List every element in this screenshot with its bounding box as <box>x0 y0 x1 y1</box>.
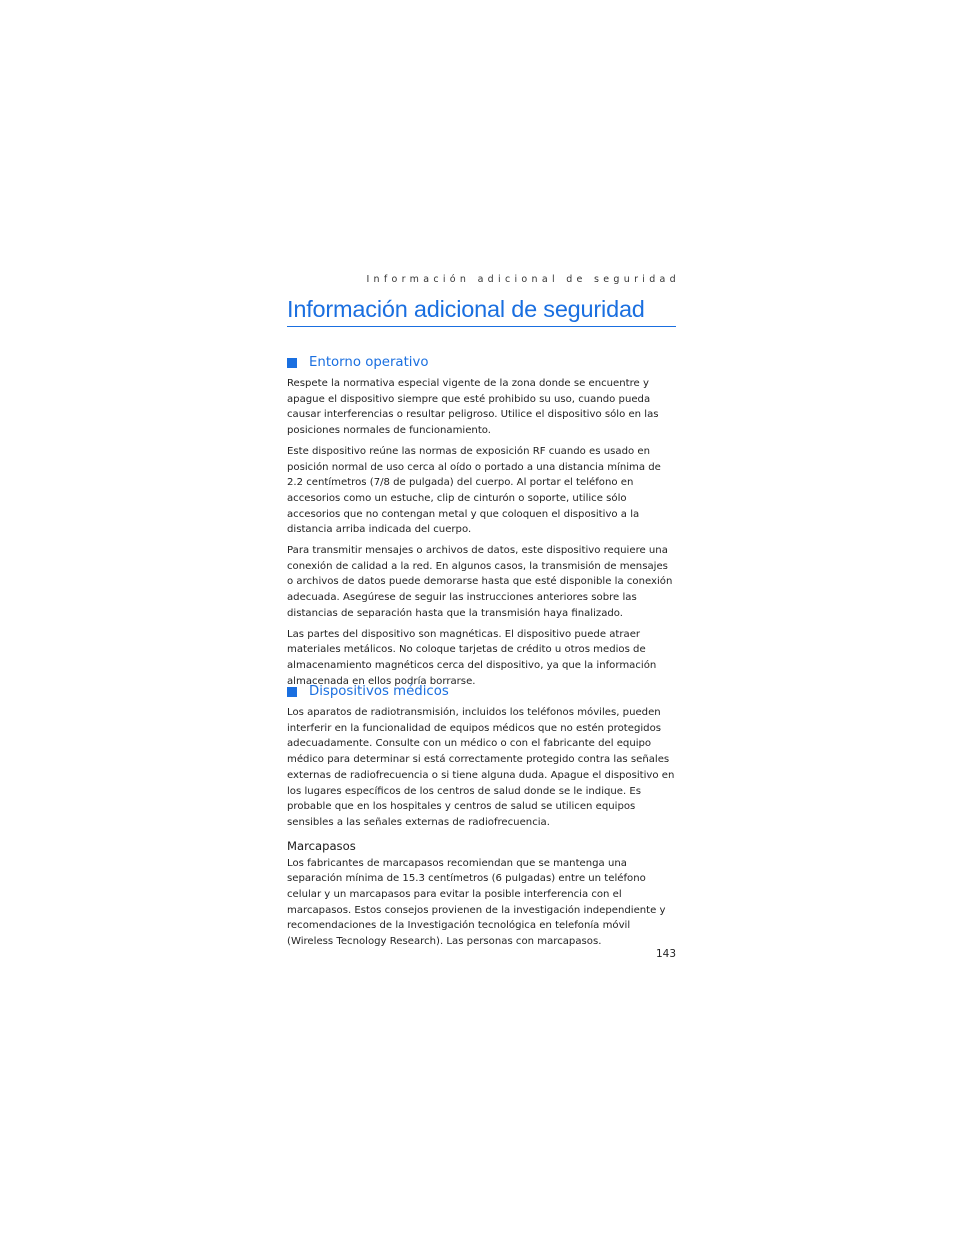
section-heading-text: Dispositivos médicos <box>309 684 449 699</box>
running-header: Información adicional de seguridad <box>366 274 680 285</box>
chapter-title: Información adicional de seguridad <box>287 296 676 327</box>
paragraph: Este dispositivo reúne las normas de exposición RF cuando es usado en posición normal de uso cerca al oído o portado a una distancia mínima de 2.2 centímetros (7/8 de pulgada) del cuerpo. Al portar el teléfono en accesorios como un estuche, clip de cinturón o soporte, utilice sólo accesorios que no contengan metal y que coloquen el dispositivo a la distancia arriba indicada del cuerpo. <box>287 445 661 536</box>
section-heading <box>287 355 676 370</box>
paragraph: Respete la normativa especial vigente de la zona donde se encuentre y apague el dispositivo siempre que esté prohibido su uso, cuando pueda causar interferencias o resultar peligroso. Utilice el dispositivo sólo en las posiciones normales de funcionamiento. <box>287 378 659 437</box>
section-dispositivos-medicos <box>287 684 676 955</box>
section-entorno-operativo <box>287 355 676 694</box>
page-number: 143 <box>655 948 676 960</box>
square-bullet-icon <box>287 358 297 368</box>
subsection-heading: Marcapasos <box>287 838 356 853</box>
paragraph: Los aparatos de radiotransmisión, incluidos los teléfonos móviles, pueden interferir en la funcionalidad de equipos médicos que no estén protegidos adecuadamente. Consulte con un médico o con el fabricante del equipo médico para determinar si está correctamente protegido contra las señales externas de radiofrecuencia o si tiene alguna duda. Apague el dispositivo en los lugares específicos de los centros de salud donde se le indique. Es probable que en los hospitales y centros de salud se utilicen equipos sensibles a las señales externas de radiofrecuencia. <box>287 707 675 828</box>
paragraph: Para transmitir mensajes o archivos de datos, este dispositivo requiere una conexión de calidad a la red. En algunos casos, la transmisión de mensajes o archivos de datos puede demorarse hasta que esté disponible la conexión adecuada. Asegúrese de seguir las instrucciones anteriores sobre las distancias de separación hasta que la transmisión haya finalizado. <box>287 545 673 619</box>
square-bullet-icon <box>287 687 297 697</box>
section-heading <box>287 684 676 699</box>
paragraph: Los fabricantes de marcapasos recomiendan que se mantenga una separación mínima de 15.3 centímetros (6 pulgadas) entre un teléfono celular y un marcapasos para evitar la posible interferencia con el marcapasos. Estos consejos provienen de la investigación independiente y recomendaciones de la Investigación tecnológica en telefonía móvil (Wireless Tecnology Research). Las personas con marcapasos. <box>287 857 666 948</box>
section-heading-text: Entorno operativo <box>309 355 429 370</box>
paragraph: Las partes del dispositivo son magnéticas. El dispositivo puede atraer materiales metálicos. No coloque tarjetas de crédito u otros medios de almacenamiento magnéticos cerca del dispositivo, ya que la información almacenada en ellos podría borrarse. <box>287 628 657 687</box>
